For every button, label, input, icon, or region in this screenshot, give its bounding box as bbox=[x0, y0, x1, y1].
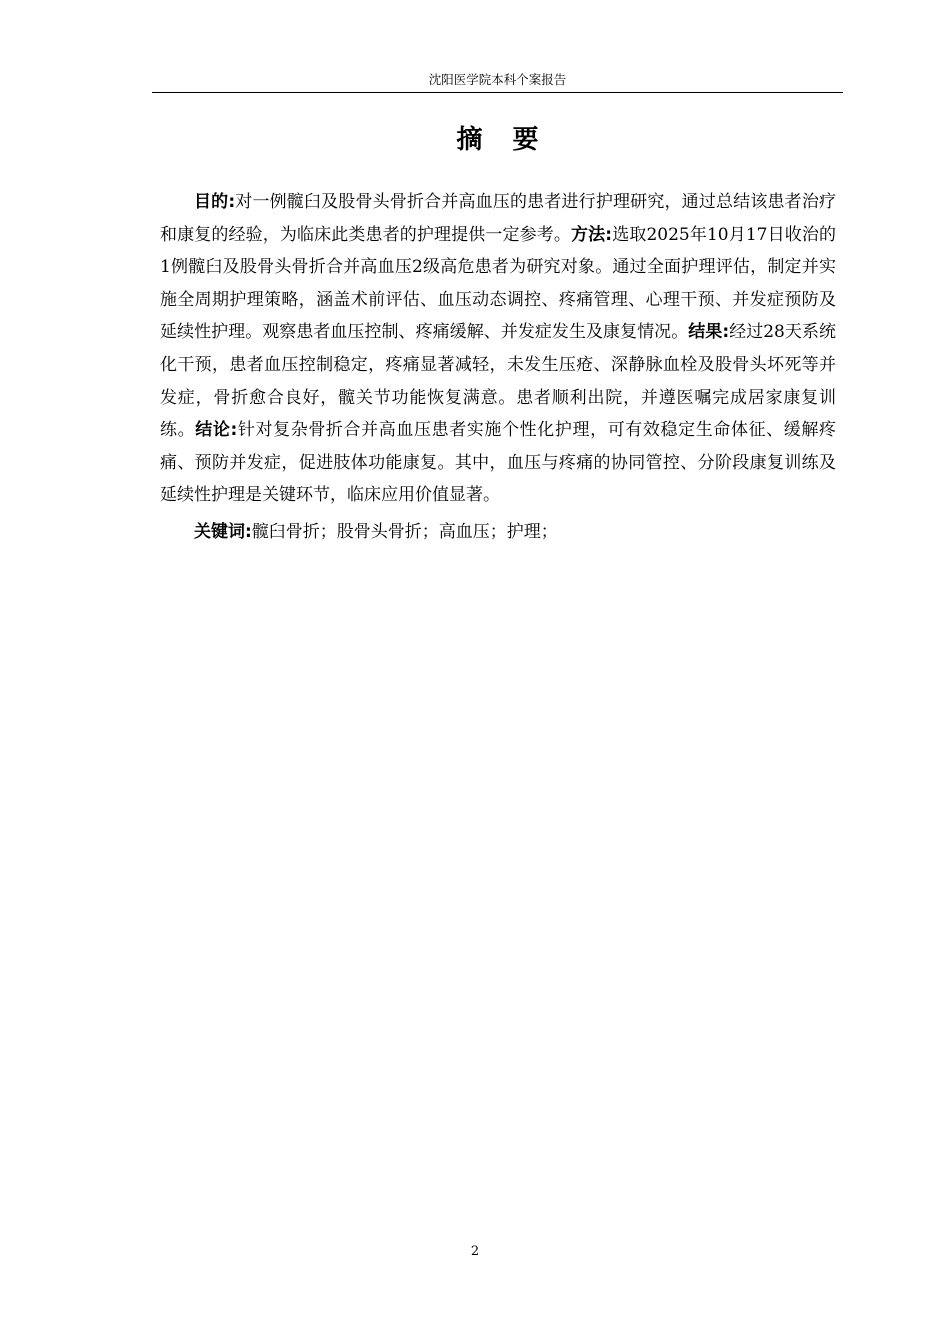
abstract-paragraph bbox=[160, 186, 836, 512]
abstract-title-part1: 摘 bbox=[456, 125, 483, 155]
abstract-body bbox=[160, 186, 836, 549]
keywords-paragraph bbox=[160, 516, 836, 549]
abstract-title bbox=[152, 118, 843, 162]
result-label: 结果: bbox=[688, 322, 730, 343]
conclusion-label: 结论: bbox=[195, 420, 238, 441]
keywords-label: 关键词: bbox=[194, 521, 252, 542]
result-text: 经过28天系统化干预，患者血压控制稳定，疼痛显著减轻，未发生压疮、深静脉血栓及股骨头坏死等并发症，骨折愈合良好，髋关节功能恢复满意。患者顺利出院，并遵医嘱完成居家康复训练。 bbox=[160, 322, 836, 441]
abstract-title-part2: 要 bbox=[512, 125, 539, 155]
header-title: 沈阳医学院本科个案报告 bbox=[428, 72, 567, 87]
objective-label: 目的: bbox=[194, 192, 236, 212]
keywords-text: 髋臼骨折；股骨头骨折；高血压；护理； bbox=[251, 521, 558, 542]
objective-text: 对一例髋臼及股骨头骨折合并高血压的患者进行护理研究，通过总结该患者治疗和康复的经验，为临床此类患者的护理提供一定参考。 bbox=[160, 192, 836, 245]
page-header bbox=[152, 70, 843, 93]
method-text: 选取2025年10月17日收治的1例髋臼及股骨头骨折合并高血压2级高危患者为研究对象。通过全面护理评估，制定并实施全周期护理策略，涵盖术前评估、血压动态调控、疼痛管理、心理干预、并发症预防及延续性护理。观察患者血压控制、疼痛缓解、并发症发生及康复情况。 bbox=[160, 224, 837, 343]
page-number: 2 bbox=[470, 1244, 480, 1259]
method-label: 方法: bbox=[571, 224, 613, 245]
conclusion-text: 针对复杂骨折合并高血压患者实施个性化护理，可有效稳定生命体征、缓解疼痛、预防并发症，促进肢体功能康复。其中，血压与疼痛的协同管控、分阶段康复训练及延续性护理是关键环节，临床应用价值显著。 bbox=[160, 420, 837, 506]
